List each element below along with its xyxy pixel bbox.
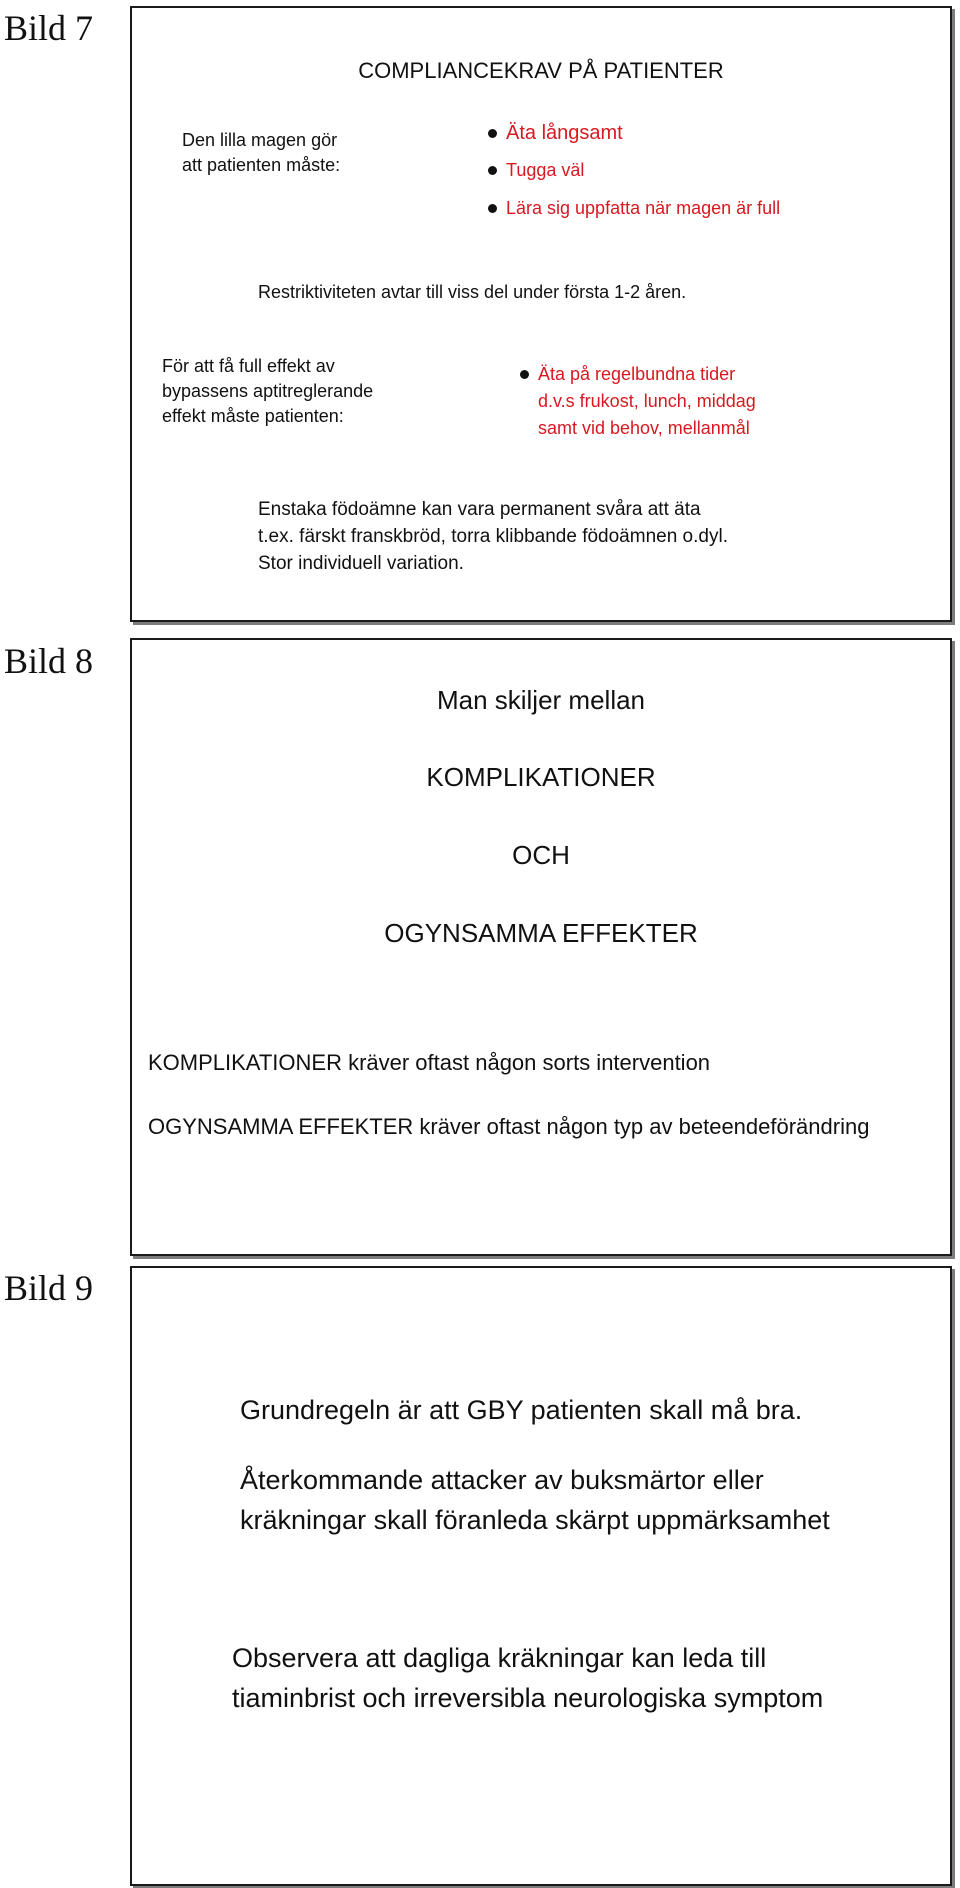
slide-8-statement-1: KOMPLIKATIONER kräver oftast någon sorts intervention <box>148 1050 711 1075</box>
slide-8-line-2: KOMPLIKATIONER <box>426 762 656 792</box>
slide-9-paragraph-2 <box>240 1460 830 1540</box>
slide-7-effect-line-3: effekt måste patienten: <box>162 406 344 426</box>
slide-label-9: Bild 9 <box>4 1268 94 1308</box>
slide-9-paragraph-1: Grundregeln är att GBY patienten skall må bra. <box>240 1395 803 1425</box>
slide-7-meal-line-3: samt vid behov, mellanmål <box>538 418 750 438</box>
slide-7-meal-bullet <box>520 362 735 387</box>
slide-7-effect-line-1: För att få full effekt av <box>162 356 335 376</box>
slide-9-paragraph-3-line-2: tiaminbrist och irreversibla neurologiska symptom <box>232 1683 824 1713</box>
slide-7-bullet-1-text: Äta långsamt <box>506 122 623 144</box>
slide-7-note-line-1: Enstaka födoämne kan vara permanent svåra att äta <box>258 499 701 520</box>
slide-8 <box>130 638 952 1256</box>
slide-8-statement-2: OGYNSAMMA EFFEKTER kräver oftast någon typ av beteendeförändring <box>148 1114 870 1139</box>
slide-7-title: COMPLIANCEKRAV PÅ PATIENTER <box>358 58 724 83</box>
slide-9-paragraph-2-line-2: kräkningar skall föranleda skärpt uppmärksamhet <box>240 1505 830 1535</box>
slide-7-bullet-1 <box>488 121 623 146</box>
slide-7-meal-line-2: d.v.s frukost, lunch, middag <box>538 391 756 411</box>
slide-7-bullet-3-text: Lära sig uppfatta när magen är full <box>506 198 781 218</box>
bullet-dot-icon <box>488 129 497 138</box>
slide-7-bullet-2 <box>488 158 584 183</box>
slide-7-bullet-2-text: Tugga väl <box>506 160 585 180</box>
slide-7-intro-line-2: att patienten måste: <box>182 155 341 175</box>
slide-9-paragraph-3-line-1: Observera att dagliga kräkningar kan leda till <box>232 1643 767 1673</box>
slide-7-meal-bullet-text: Äta på regelbundna tider <box>538 364 736 384</box>
slide-7-bullet-3 <box>488 196 780 221</box>
bullet-dot-icon <box>488 166 497 175</box>
bullet-dot-icon <box>520 370 529 379</box>
slide-7-restriction: Restriktiviteten avtar till viss del under första 1-2 åren. <box>258 282 687 302</box>
slide-7-note-line-3: Stor individuell variation. <box>258 553 464 574</box>
slide-9 <box>130 1266 952 1886</box>
slide-9-paragraph-2-line-1: Återkommande attacker av buksmärtor eller <box>240 1465 764 1495</box>
slide-8-line-1: Man skiljer mellan <box>436 685 646 715</box>
slide-label-7: Bild 7 <box>4 8 94 48</box>
slide-7 <box>130 6 952 622</box>
slide-7-effect <box>162 354 373 429</box>
slide-8-line-4: OGYNSAMMA EFFEKTER <box>384 918 698 948</box>
slide-7-note-line-2: t.ex. färskt franskbröd, torra klibbande födoämnen o.dyl. <box>258 526 728 547</box>
bullet-dot-icon <box>488 204 497 213</box>
slide-7-intro-line-1: Den lilla magen gör <box>182 130 338 150</box>
slide-label-8: Bild 8 <box>4 641 94 681</box>
slide-7-effect-line-2: bypassens aptitreglerande <box>162 381 374 401</box>
slide-7-note <box>258 496 728 577</box>
slide-7-intro <box>182 128 340 178</box>
slide-9-paragraph-3 <box>232 1638 823 1718</box>
slide-8-line-3: OCH <box>512 840 570 870</box>
